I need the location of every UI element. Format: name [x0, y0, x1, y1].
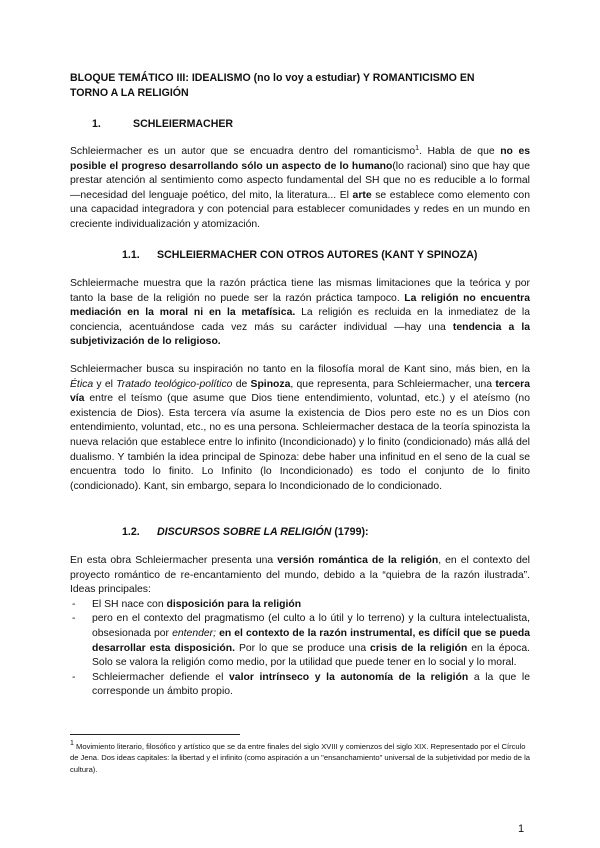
- section-1-heading: [92, 117, 233, 132]
- section-title: SCHLEIERMACHER: [133, 118, 234, 130]
- title-line-1: BLOQUE TEMÁTICO III: IDEALISMO (no lo voy a estudiar) Y ROMANTICISMO EN: [70, 72, 475, 84]
- section-1-2-heading: [122, 525, 369, 540]
- footnote: [70, 741, 532, 775]
- paragraph-spinoza: Schleiermacher busca su inspiración no tanto en la filosofía moral de Kant sino, más bien, en la Ética y el Tratado teológico-político de Spinoza, que representa, para Schleiermacher, una tercera vía entre el teísmo (que asume que Dios tiene entendimiento, voluntad, etc.) y el ateísmo (no existencia de Dios). Esta tercera vía asume la existencia de Dios pero este no es un Dios con entendimiento, voluntad, etc., no es una persona. Schleiermacher destaca de la teoría spinozista la nueva relación que establece entre lo infinito (Incondicionado) y lo finito (condicionado) más allá del dualismo. Y también la idea principal de Spinoza: debe haber una infinitud en el seno de la cual se encuentra todo lo finito. Lo Infinito (lo Incondicionado) es todo el conjunto de lo finito (condicionado). Kant, sin embargo, separa lo Incondicionado de lo condicionado.: [70, 364, 530, 492]
- page-number: 1: [518, 823, 525, 835]
- paragraph-razon-practica: Schleiermache muestra que la razón práctica tiene las mismas limitaciones que la teórica y por tanto la base de la religión no puede ser la razón práctica tampoco. La religión no encuentra mediación en la moral ni en la metafísica. La religión es recluida en la inmediatez de la conciencia, acentuándose cada vez más su carácter individual —hay una tendencia a la subjetivización de lo religioso.: [70, 278, 530, 348]
- section-title: SCHLEIERMACHER CON OTROS AUTORES (KANT Y SPINOZA): [157, 249, 478, 261]
- document-title: [70, 71, 540, 101]
- list-item: - Schleiermacher defiende el valor intrínseco y la autonomía de la religión a la que le corresponde un ámbito propio.: [70, 671, 530, 700]
- footnote-separator: [70, 734, 240, 735]
- footnote-ref[interactable]: 1: [415, 145, 420, 152]
- section-1-1-heading: [122, 248, 477, 263]
- title-line-2: TORNO A LA RELIGIÓN: [70, 87, 189, 99]
- footnote-number: 1: [70, 740, 74, 747]
- footnote-text: Movimiento literario, filosófico y artístico que se da entre finales del siglo XVIII y comienzos del siglo XIX. Representado por el Círculo de Jena. Dos ideas capitales: la libertad y el infinito (como aspiración a un "ensanchamiento" universal de la subjetividad por medio de la cultura).: [70, 742, 531, 774]
- section-title: DISCURSOS SOBRE LA RELIGIÓN: [157, 526, 332, 538]
- ideas-list: [70, 598, 530, 700]
- list-item: - El SH nace con disposición para la religión: [70, 598, 530, 613]
- paragraph-discursos: En esta obra Schleiermacher presenta una versión romántica de la religión, en el contexto del proyecto romántico de re-encantamiento del mundo, debido a la “quiebra de la razón ilustrada”. Ideas principales: - El SH nace con disposición para la religión - pero en el contexto del pragmatismo (el culto a lo útil y lo terreno) y la cultura intelectualista, obsesionada por entender; en el contexto de la razón instrumental, es difícil que se pueda desarrollar esta disposición. Por lo que se produce una crisis de la religión en la época. Solo se valora la religión como medio, por la utilidad que puede tener en lo social y lo moral. - Schleiermacher defiende el valor intrínseco y la autonomía de la religión a la que le corresponde un ámbito propio.: [70, 554, 530, 700]
- section-year: (1799):: [331, 526, 369, 538]
- section-number: 1.2.: [122, 526, 140, 538]
- paragraph-schleiermacher-intro: Schleiermacher es un autor que se encuadra dentro del romanticismo$^1$. Habla de que no es posible el progreso desarrollando sólo un aspecto de lo humano(lo racional) sino que hay que prestar atención al sentimiento como aspecto fundamental del SH que no es reducible a lo formal —necesidad del lenguaje poético, del mito, la literatura... El arte se establece como elemento con una capacidad integradora y con potencial para establecer comunidades y redes en un mundo en creciente individualización y atomización.: [70, 145, 531, 230]
- section-number: 1.1.: [122, 249, 140, 261]
- list-item: - pero en el contexto del pragmatismo (el culto a lo útil y lo terreno) y la cultura intelectualista, obsesionada por entender; en el contexto de la razón instrumental, es difícil que se pueda desarrollar esta disposición. Por lo que se produce una crisis de la religión en la época. Solo se valora la religión como medio, por la utilidad que puede tener en lo social y lo moral.: [70, 612, 530, 670]
- section-number: 1.: [92, 118, 101, 130]
